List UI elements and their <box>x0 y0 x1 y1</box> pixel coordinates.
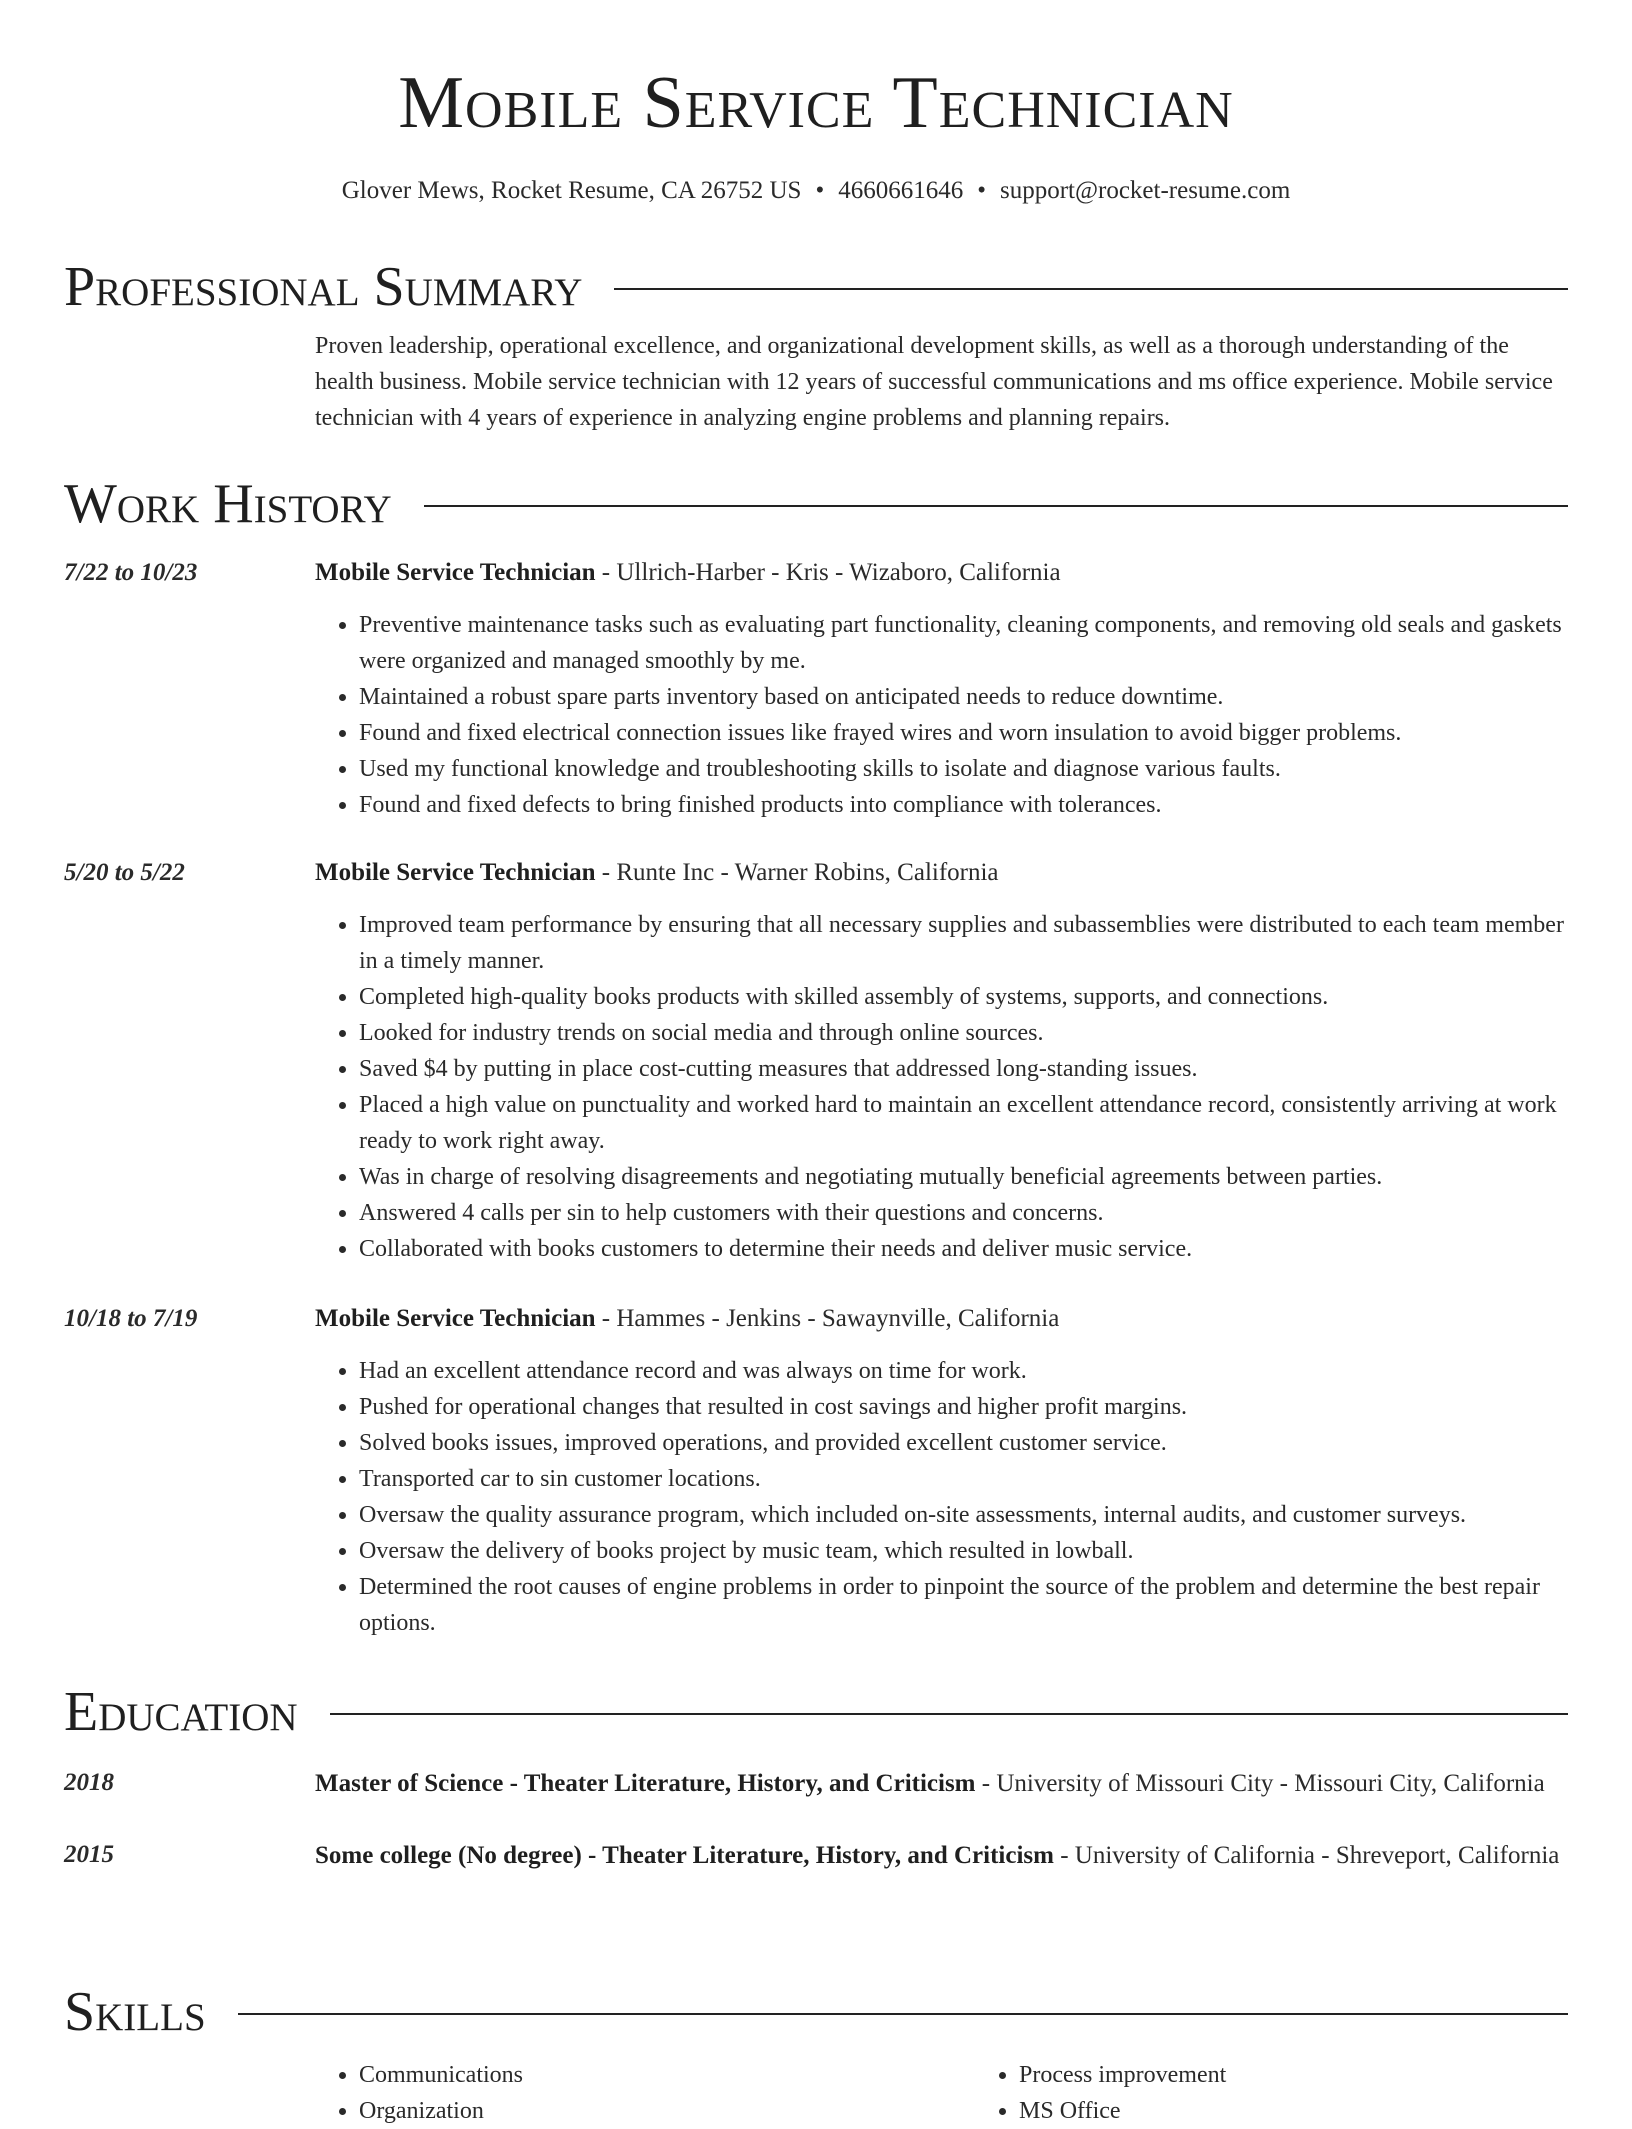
education-body <box>315 1765 1568 1803</box>
section-header <box>64 254 1568 320</box>
job-bullet: • Looked for industry trends on social media and through online sources. <box>359 1015 1568 1051</box>
job-role: Mobile Service Technician <box>315 859 596 886</box>
skill-item: • Process improvement <box>1019 2057 1632 2093</box>
section-title: Work History <box>64 473 392 535</box>
summary-body <box>315 328 1568 436</box>
job-dates: 5/20 to 5/22 <box>64 859 185 886</box>
skill-item: • MS Office <box>1019 2093 1632 2129</box>
job-bullet: • Maintained a robust spare parts inventory based on anticipated needs to reduce downtime. <box>359 679 1568 715</box>
section-divider <box>238 2013 1568 2015</box>
section-divider <box>424 505 1568 507</box>
job-bullet: • Collaborated with books customers to determine their needs and deliver music service. <box>359 1231 1568 1267</box>
date-column <box>64 2057 315 2129</box>
job-bullet: • Oversaw the quality assurance program, which included on-site assessments, internal audits, and customer surveys. <box>359 1497 1568 1533</box>
education-school: - University of Missouri City - Missouri City, California <box>975 1770 1545 1797</box>
section-divider <box>614 288 1568 290</box>
skill-item: • Organization <box>359 2093 975 2129</box>
job-body <box>315 555 1568 823</box>
job-employer: - Runte Inc - Warner Robins, California <box>595 859 999 886</box>
education-year: 2015 <box>64 1841 114 1868</box>
job-bullet: • Had an excellent attendance record and was always on time for work. <box>359 1353 1568 1389</box>
job-bullet: • Transported car to sin customer locations. <box>359 1461 1568 1497</box>
skills-list-left <box>315 2057 975 2129</box>
job-role: Mobile Service Technician <box>315 1305 596 1332</box>
job-entry <box>64 1301 1568 1641</box>
contact-line <box>0 174 1632 208</box>
education-year: 2018 <box>64 1769 114 1796</box>
job-employer: - Ullrich-Harber - Kris - Wizaboro, California <box>595 559 1061 586</box>
contact-email: support@rocket-resume.com <box>999 177 1291 204</box>
resume-name: Mobile Service Technician <box>398 62 1234 144</box>
job-body <box>315 855 1568 1267</box>
job-bullet: • Answered 4 calls per sin to help customers with their questions and concerns. <box>359 1195 1568 1231</box>
education-school: - University of California - Shreveport, California <box>1053 1842 1560 1869</box>
job-title-line <box>315 855 1568 891</box>
education-degree: Master of Science - Theater Literature, History, and Criticism <box>315 1770 976 1797</box>
contact-address: Glover Mews, Rocket Resume, CA 26752 US <box>341 177 802 204</box>
section-title: Professional Summary <box>64 256 583 318</box>
section-divider <box>330 1713 1568 1715</box>
job-bullet-list <box>315 607 1568 823</box>
job-bullet: • Completed high-quality books products with skilled assembly of systems, supports, and connections. <box>359 979 1568 1015</box>
work-history-section <box>64 471 1568 1641</box>
section-title: Skills <box>64 1981 206 2043</box>
education-entry <box>64 1765 1568 1803</box>
job-employer: - Hammes - Jenkins - Sawaynville, California <box>595 1305 1060 1332</box>
job-dates: 7/22 to 10/23 <box>64 559 198 586</box>
job-bullet: • Found and fixed defects to bring finished products into compliance with tolerances. <box>359 787 1568 823</box>
date-column <box>64 328 315 436</box>
education-body <box>315 1837 1568 1875</box>
education-entry <box>64 1837 1568 1875</box>
job-bullet: • Improved team performance by ensuring that all necessary supplies and subassemblies were distributed to each team member in a timely manner. <box>359 907 1568 979</box>
job-bullet-list <box>315 1353 1568 1641</box>
job-bullet: • Preventive maintenance tasks such as evaluating part functionality, cleaning components, and removing old seals and gaskets were organized and managed smoothly by me. <box>359 607 1568 679</box>
job-body <box>315 1301 1568 1641</box>
contact-separator: • <box>977 177 986 204</box>
summary-text: Proven leadership, operational excellence, and organizational development skills, as well as a thorough understanding of the health business. Mobile service technician with 12 years of successful communications and ms office experience. Mobile service technician with 4 years of experience in analyzing engine problems and planning repairs. <box>315 333 1553 431</box>
education-degree: Some college (No degree) - Theater Literature, History, and Criticism <box>315 1842 1054 1869</box>
contact-phone: 4660661646 <box>838 177 964 204</box>
job-bullet: • Found and fixed electrical connection issues like frayed wires and worn insulation to avoid bigger problems. <box>359 715 1568 751</box>
job-title-line <box>315 555 1568 591</box>
job-bullet: • Determined the root causes of engine problems in order to pinpoint the source of the problem and determine the best repair options. <box>359 1569 1568 1641</box>
skills-section <box>64 1979 1568 2129</box>
job-entry <box>64 555 1568 823</box>
job-bullet: • Oversaw the delivery of books project by music team, which resulted in lowball. <box>359 1533 1568 1569</box>
section-title: Education <box>64 1681 298 1743</box>
contact-separator: • <box>815 177 825 204</box>
skills-row <box>64 2057 1568 2129</box>
education-section <box>64 1679 1568 1875</box>
job-bullet: • Was in charge of resolving disagreements and negotiating mutually beneficial agreements between parties. <box>359 1159 1568 1195</box>
skills-list-right <box>975 2057 1632 2129</box>
job-bullet-list <box>315 907 1568 1267</box>
summary-section <box>64 254 1568 436</box>
job-dates: 10/18 to 7/19 <box>64 1305 198 1332</box>
section-header <box>64 1979 1568 2045</box>
job-bullet: • Placed a high value on punctuality and worked hard to maintain an excellent attendance record, consistently arriving at work ready to work right away. <box>359 1087 1568 1159</box>
job-title-line <box>315 1301 1568 1337</box>
job-bullet: • Pushed for operational changes that resulted in cost savings and higher profit margins. <box>359 1389 1568 1425</box>
job-entry <box>64 855 1568 1267</box>
section-header <box>64 471 1568 537</box>
summary-row <box>64 328 1568 436</box>
skills-grid <box>315 2057 1632 2129</box>
skill-item: • Communications <box>359 2057 975 2093</box>
job-bullet: • Used my functional knowledge and troubleshooting skills to isolate and diagnose various faults. <box>359 751 1568 787</box>
job-role: Mobile Service Technician <box>315 559 596 586</box>
section-header <box>64 1679 1568 1745</box>
job-bullet: • Solved books issues, improved operations, and provided excellent customer service. <box>359 1425 1568 1461</box>
job-bullet: • Saved $4 by putting in place cost-cutting measures that addressed long-standing issues. <box>359 1051 1568 1087</box>
